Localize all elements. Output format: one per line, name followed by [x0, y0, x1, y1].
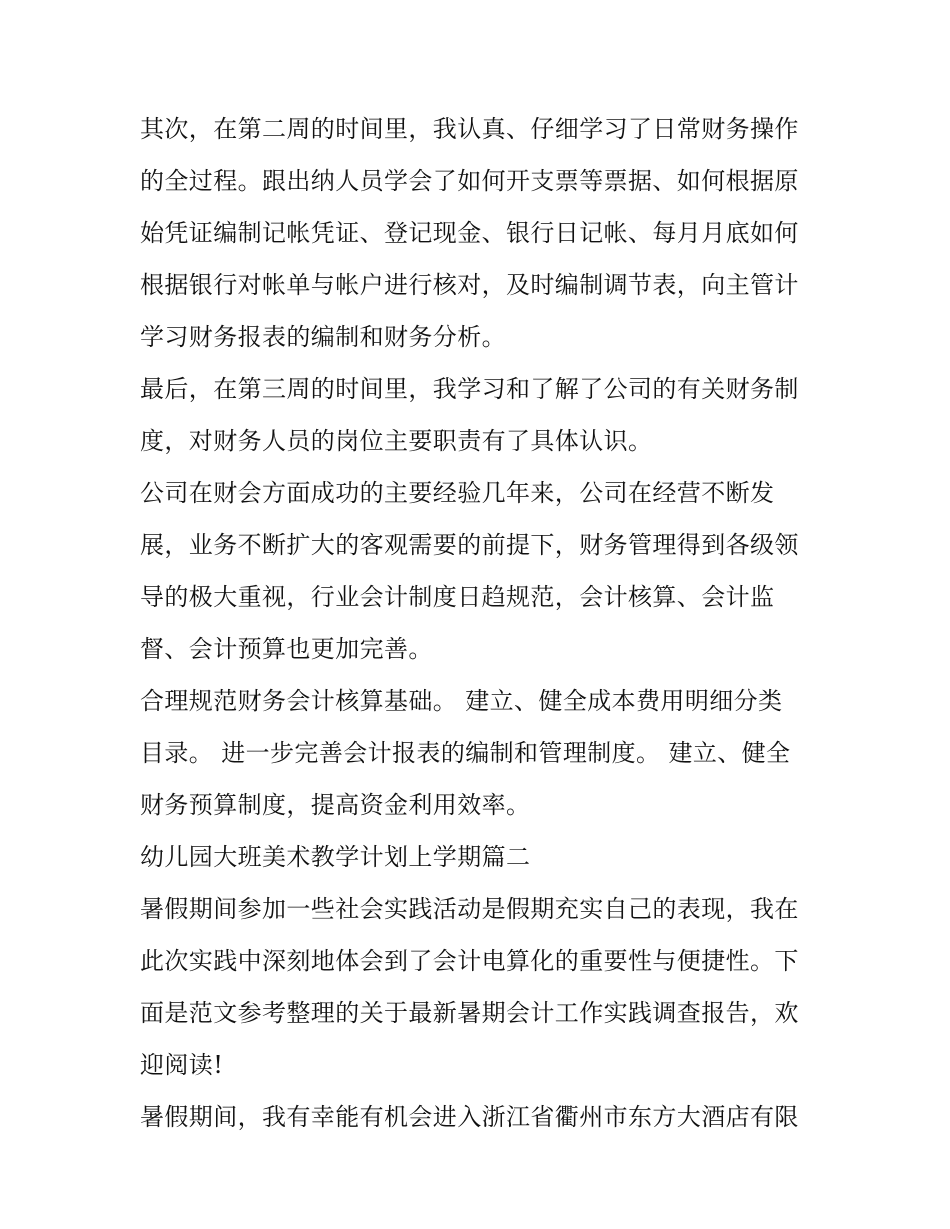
- text-line: 导的极大重视，行业会计制度日趋规范，会计核算、会计监: [140, 583, 775, 611]
- text-line: 度，对财务人员的岗位主要职责有了具体认识。: [140, 427, 653, 455]
- paragraph-summer-practice-start: [140, 1091, 820, 1143]
- text-line: 根据银行对帐单与帐户进行核对，及时编制调节表，向主管计: [140, 271, 799, 299]
- text-line: 暑假期间，我有幸能有机会进入浙江省衢州市东方大酒店有限: [140, 1103, 799, 1131]
- text-line: 的全过程。跟出纳人员学会了如何开支票等票据、如何根据原: [140, 167, 799, 195]
- document-body: [140, 103, 820, 1143]
- text-line: 合理规范财务会计核算基础。 建立、健全成本费用明细分类: [140, 687, 783, 715]
- text-line: 学习财务报表的编制和财务分析。: [140, 323, 506, 351]
- heading-line: 幼儿园大班美术教学计划上学期篇二: [140, 843, 531, 871]
- text-line: 面是范文参考整理的关于最新暑期会计工作实践调查报告，欢: [140, 999, 799, 1027]
- text-line: 暑假期间参加一些社会实践活动是假期充实自己的表现，我在: [140, 895, 799, 923]
- text-line: 其次，在第二周的时间里，我认真、仔细学习了日常财务操作: [140, 115, 799, 143]
- text-line: 目录。 进一步完善会计报表的编制和管理制度。 建立、健全: [140, 739, 791, 767]
- text-line: 此次实践中深刻地体会到了会计电算化的重要性与便捷性。下: [140, 947, 799, 975]
- text-line: 督、会计预算也更加完善。: [140, 635, 433, 663]
- paragraph-company-experience: [140, 467, 820, 675]
- paragraph-summer-practice-intro: [140, 883, 820, 1091]
- text-line: 迎阅读!: [140, 1051, 224, 1079]
- text-line: 始凭证编制记帐凭证、登记现金、银行日记帐、每月月底如何: [140, 219, 799, 247]
- paragraph-third-week: [140, 363, 820, 467]
- paragraph-daily-operations: [140, 103, 820, 363]
- text-line: 财务预算制度，提高资金利用效率。: [140, 791, 531, 819]
- paragraph-accounting-basics: [140, 675, 820, 831]
- section-heading: [140, 831, 820, 883]
- text-line: 最后，在第三周的时间里，我学习和了解了公司的有关财务制: [140, 375, 799, 403]
- text-line: 公司在财会方面成功的主要经验几年来，公司在经营不断发: [140, 479, 775, 507]
- text-line: 展，业务不断扩大的客观需要的前提下，财务管理得到各级领: [140, 531, 799, 559]
